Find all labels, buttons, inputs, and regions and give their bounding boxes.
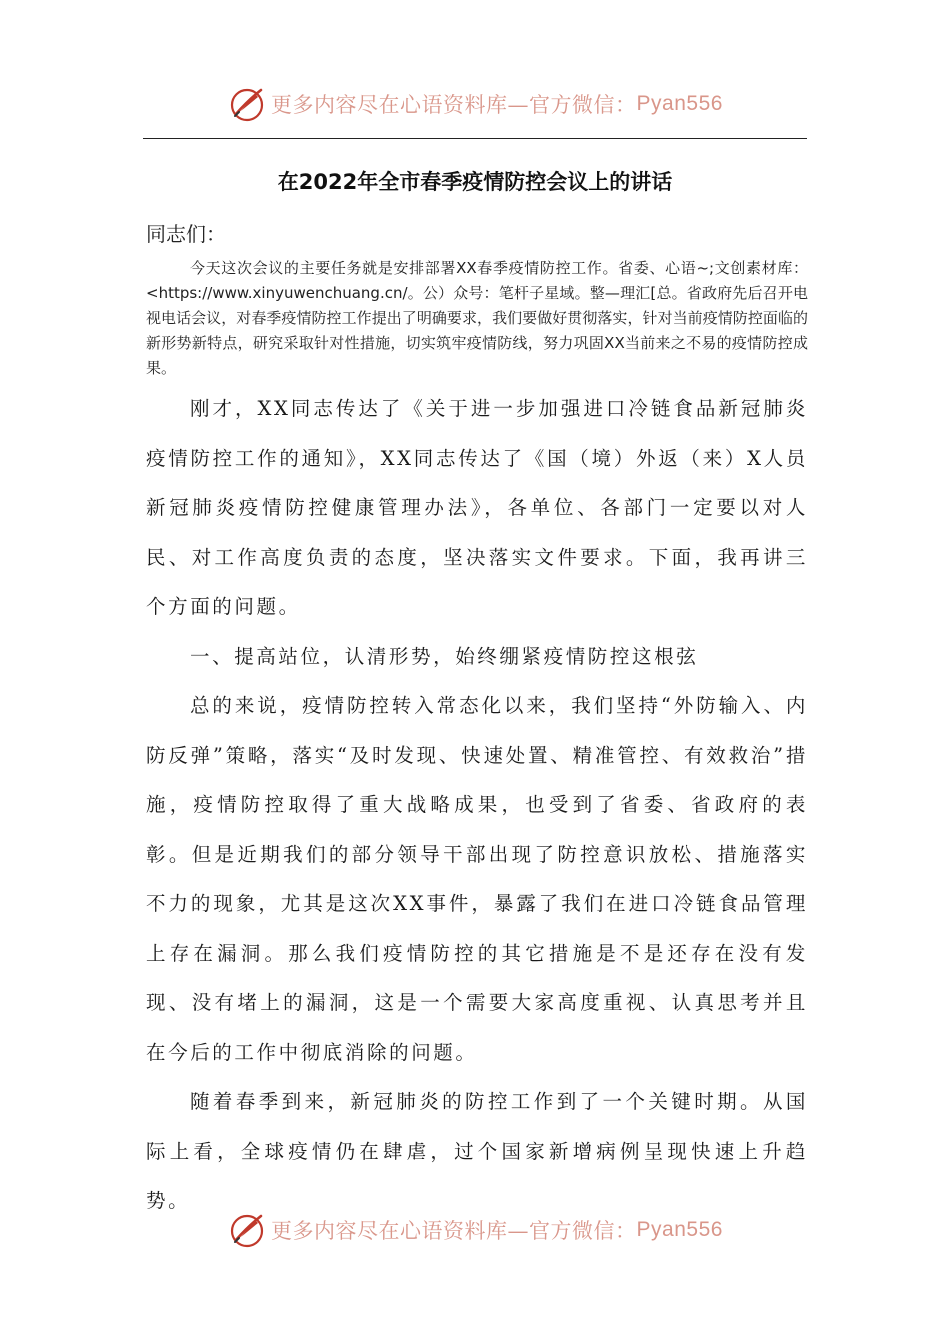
footer-banner xyxy=(0,1208,950,1252)
wechat-id: Pyan556 xyxy=(636,92,723,115)
body-paragraph: 刚才，XX同志传达了《关于进一步加强进口冷链食品新冠肺炎疫情防控工作的通知》，XX同志传达了《国（境）外返（来）X人员新冠肺炎疫情防控健康管理办法》，各单位、各部门一定要以对人民、对工作高度负责的态度，坚决落实文件要求。下面，我再讲三个方面的问题。 xyxy=(146,397,808,618)
intro-paragraph: 今天这次会议的主要任务就是安排部署XX春季疫情防控工作。省委、心语~;文创素材库：<https://www.xinyuwenchuang.cn/。公）众号：笔杆子星域。整—理汇[总。省政府先后召开电视电话会议，对春季疫情防控工作提出了明确要求，我们要做好贯彻落实，针对当前疫情防控面临的新形势新特点，研究采取针对性措施，切实筑牢疫情防线，努力巩固XX当前来之不易的疫情防控成果。 xyxy=(146,259,808,377)
quill-seal-icon xyxy=(227,84,267,124)
body-paragraph: 总的来说，疫情防控转入常态化以来，我们坚持“外防输入、内防反弹”策略，落实“及时发现、快速处置、精准管控、有效救治”措施，疫情防控取得了重大战略成果，也受到了省委、省政府的表彰。但是近期我们的部分领导干部出现了防控意识放松、措施落实不力的现象，尤其是这次XX事件，暴露了我们在进口冷链食品管理上存在漏洞。那么我们疫情防控的其它措施是不是还存在没有发现、没有堵上的漏洞，这是一个需要大家高度重视、认真思考并且在今后的工作中彻底消除的问题。 xyxy=(146,694,808,1064)
section-heading: 一、提高站位，认清形势，始终绷紧疫情防控这根弦 xyxy=(190,644,699,668)
document-title: 在2022年全市春季疫情防控会议上的讲话 xyxy=(277,170,673,194)
banner-text: 更多内容尽在心语资料库—官方微信： xyxy=(271,1219,637,1243)
salutation: 同志们： xyxy=(146,222,226,246)
body-paragraph: 随着春季到来，新冠肺炎的防控工作到了一个关键时期。从国际上看，全球疫情仍在肆虐，过个国家新增病例呈现快速上升趋势。 xyxy=(146,1090,808,1212)
header-divider xyxy=(143,138,807,139)
document-body xyxy=(146,384,808,1226)
quill-seal-icon xyxy=(227,1210,267,1250)
banner-text: 更多内容尽在心语资料库—官方微信： xyxy=(271,93,637,117)
wechat-id: Pyan556 xyxy=(636,1218,723,1241)
header-banner xyxy=(0,82,950,126)
